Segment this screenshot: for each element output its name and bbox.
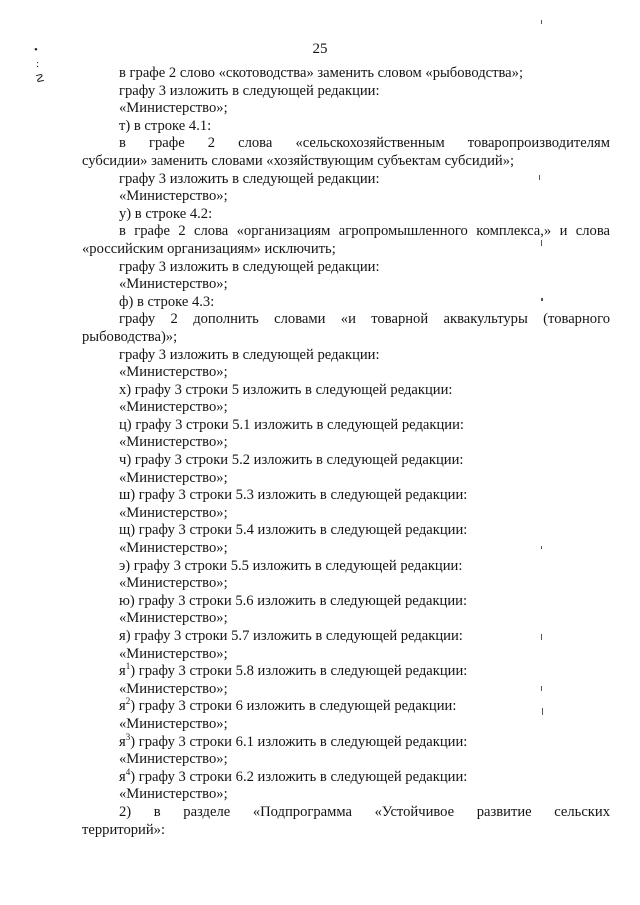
text-line: [82, 593, 610, 611]
line-text: «Министерство»;: [119, 575, 228, 592]
text-line: [82, 646, 610, 664]
margin-mark: •: [34, 44, 38, 56]
text-line: [82, 505, 610, 523]
text-line: [82, 540, 610, 558]
line-text: ) графу 3 строки 6.2 изложить в следующей редакции:: [130, 768, 468, 785]
text-line: [82, 766, 610, 787]
text-line: [82, 731, 610, 752]
text-line: [82, 241, 610, 259]
text-line: [82, 522, 610, 540]
line-text: «Министерство»;: [119, 504, 228, 521]
line-text: ) графу 3 строки 5.8 изложить в следующей редакции:: [130, 663, 468, 680]
line-text: «Министерство»;: [119, 540, 228, 557]
text-line: [82, 575, 610, 593]
text-line: [82, 786, 610, 804]
line-text: ц) графу 3 строки 5.1 изложить в следующей редакции:: [119, 416, 464, 433]
item-superscript: 2: [125, 696, 131, 707]
line-text: в графе 2 слова «сельскохозяйственным товаропроизводителям: [119, 135, 610, 152]
text-line: [82, 223, 610, 241]
item-letter: я: [119, 768, 126, 785]
line-text: «Министерство»;: [119, 434, 228, 451]
line-text: у) в строке 4.2:: [119, 205, 213, 222]
text-line: [82, 681, 610, 699]
document-body: [82, 65, 610, 839]
line-text: ) графу 3 строки 6 изложить в следующей редакции:: [130, 698, 457, 715]
text-line: [82, 364, 610, 382]
text-line: [82, 663, 610, 681]
text-line: [82, 171, 610, 189]
line-text: 2) в разделе «Подпрограмма «Устойчивое развитие сельских: [119, 803, 610, 820]
line-text: территорий»:: [82, 821, 166, 838]
text-line: [82, 347, 610, 365]
item-letter: я: [119, 733, 126, 750]
text-line: [82, 135, 610, 153]
text-line: [82, 804, 610, 822]
line-text: «Министерство»;: [119, 715, 228, 732]
line-text: «Министерство»;: [119, 364, 228, 381]
line-text: щ) графу 3 строки 5.4 изложить в следующей редакции:: [119, 522, 468, 539]
line-text: «Министерство»;: [119, 188, 228, 205]
item-letter: я: [119, 663, 126, 680]
line-text: в графе 2 слова «организациям агропромышленного комплекса,» и слова: [119, 223, 610, 240]
text-line: [82, 188, 610, 206]
text-line: [82, 65, 610, 83]
text-line: [82, 294, 610, 312]
line-text: я) графу 3 строки 5.7 изложить в следующей редакции:: [119, 628, 463, 644]
text-line: [82, 329, 610, 347]
line-text: ш) графу 3 строки 5.3 изложить в следующей редакции:: [119, 487, 468, 504]
item-superscript: 3: [125, 731, 131, 742]
text-line: [82, 311, 610, 329]
line-text: «Министерство»;: [119, 276, 228, 293]
item-superscript: 4: [125, 766, 131, 777]
text-line: [82, 100, 610, 118]
line-text: «Министерство»;: [119, 645, 228, 662]
text-line: [82, 118, 610, 136]
line-text: графу 3 изложить в следующей редакции:: [119, 82, 380, 99]
text-line: [82, 610, 610, 628]
text-line: [82, 628, 610, 646]
text-line: [82, 382, 610, 400]
line-text: «российским организациям» исключить;: [82, 240, 336, 257]
line-text: ф) в строке 4.3:: [119, 293, 215, 310]
line-text: графу 2 дополнить словами «и товарной аквакультуры (товарного: [119, 311, 610, 328]
margin-mark: :: [36, 58, 40, 70]
line-text: графу 3 изложить в следующей редакции:: [119, 170, 380, 187]
text-line: [82, 259, 610, 277]
text-line: [82, 417, 610, 435]
page-number: 25: [312, 41, 328, 57]
line-text: ч) графу 3 строки 5.2 изложить в следующей редакции:: [119, 452, 464, 469]
text-line: [82, 751, 610, 769]
line-text: «Министерство»;: [119, 610, 228, 627]
text-line: [82, 153, 610, 171]
line-text: «Министерство»;: [119, 399, 228, 416]
text-line: [82, 558, 610, 576]
line-text: «Министерство»;: [119, 751, 228, 768]
text-line: [82, 698, 610, 716]
text-line: [82, 434, 610, 452]
line-text: графу 3 изложить в следующей редакции:: [119, 258, 380, 275]
line-text: субсидии» заменить словами «хозяйствующим субъектам субсидий»;: [82, 152, 515, 169]
text-line: [82, 822, 610, 840]
line-text: ) графу 3 строки 6.1 изложить в следующей редакции:: [130, 733, 468, 750]
item-letter: я: [119, 698, 126, 715]
margin-mark: ☡: [35, 73, 45, 85]
text-line: [82, 452, 610, 470]
line-text: в графе 2 слово «скотоводства» заменить словом «рыбоводства»;: [119, 65, 523, 81]
line-text: э) графу 3 строки 5.5 изложить в следующей редакции:: [119, 557, 463, 574]
line-text: рыбоводства)»;: [82, 328, 178, 345]
scan-speck: [541, 20, 542, 24]
line-text: ю) графу 3 строки 5.6 изложить в следующей редакции:: [119, 592, 468, 609]
line-text: т) в строке 4.1:: [119, 117, 212, 134]
text-line: [82, 716, 610, 734]
item-superscript: 1: [125, 661, 131, 672]
line-text: «Министерство»;: [119, 680, 228, 697]
text-line: [82, 276, 610, 294]
line-text: «Министерство»;: [119, 100, 228, 117]
text-line: [82, 206, 610, 224]
text-line: [82, 83, 610, 101]
text-line: [82, 470, 610, 488]
line-text: х) графу 3 строки 5 изложить в следующей редакции:: [119, 381, 453, 398]
line-text: «Министерство»;: [119, 469, 228, 486]
line-text: графу 3 изложить в следующей редакции:: [119, 346, 380, 363]
text-line: [82, 487, 610, 505]
line-text: «Министерство»;: [119, 786, 228, 803]
text-line: [82, 399, 610, 417]
